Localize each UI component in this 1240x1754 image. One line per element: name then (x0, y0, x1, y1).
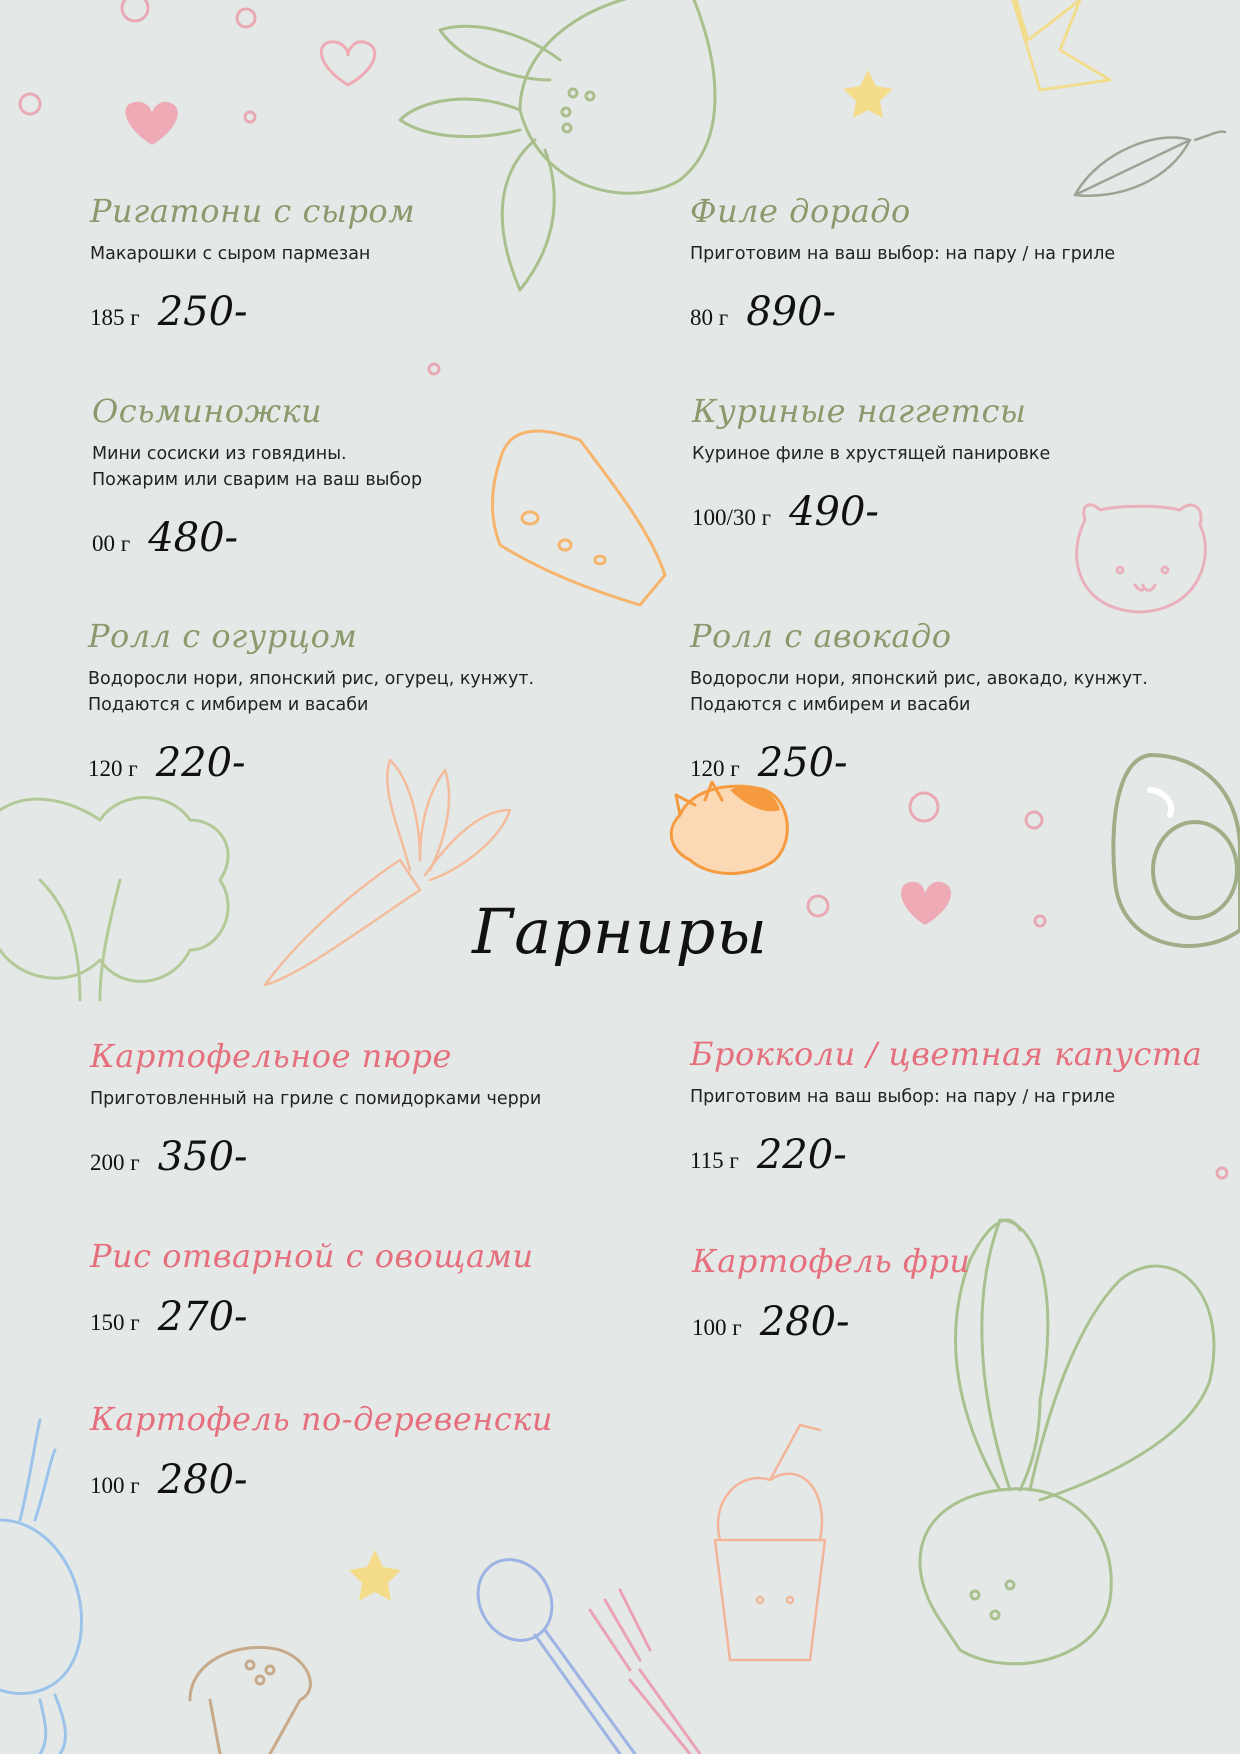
item-price: 490- (789, 489, 879, 535)
price-row (90, 1134, 541, 1180)
item-description: Водоросли нори, японский рис, авокадо, кунжут. Подаются с имбирем и васаби (690, 669, 1148, 715)
leaf-icon (400, 0, 715, 290)
item-price: 250- (757, 740, 848, 786)
menu-item (692, 392, 1051, 535)
price-row (690, 740, 1148, 786)
item-weight: 200 г (90, 1150, 140, 1175)
item-price: 220- (756, 1132, 847, 1178)
star-icon (1010, 0, 1110, 90)
heart-icon (321, 42, 374, 85)
price-row (692, 1299, 971, 1345)
item-title: Картофельное пюре (90, 1037, 452, 1075)
item-title: Филе дорадо (690, 192, 911, 230)
item-description: Куриное филе в хрустящей панировке (692, 444, 1051, 464)
fork-icon (590, 1590, 700, 1754)
price-row (690, 289, 1115, 335)
price-row (92, 515, 422, 561)
item-title: Картофель по-деревенски (90, 1400, 553, 1438)
star-icon (843, 70, 893, 118)
spoon-icon (464, 1546, 635, 1754)
item-price: 480- (148, 515, 239, 561)
cat-face-icon (1077, 505, 1206, 612)
item-price: 270- (157, 1294, 248, 1340)
item-price: 280- (157, 1457, 248, 1503)
item-description: Приготовим на ваш выбор: на пару / на гриле (690, 244, 1116, 264)
menu-item (92, 392, 423, 561)
garnish-item (90, 1037, 542, 1180)
item-price: 220- (155, 740, 246, 786)
item-weight: 120 г (690, 756, 740, 781)
garnish-item (90, 1400, 553, 1503)
item-title: Осьминожки (92, 392, 323, 430)
price-row (88, 740, 534, 786)
menu-item (88, 617, 535, 786)
mushroom-icon (190, 1647, 310, 1754)
item-weight: 00 г (92, 531, 131, 556)
garlic-icon (0, 1420, 82, 1754)
item-title: Ригатони с сыром (90, 192, 416, 230)
garnish-item (692, 1242, 971, 1345)
item-weight: 115 г (690, 1148, 739, 1173)
item-title: Ролл с авокадо (690, 617, 952, 655)
item-description: Макарошки с сыром пармезан (90, 244, 371, 264)
sleeping-cat-icon (671, 782, 787, 874)
dessert-cup-icon (715, 1425, 825, 1660)
menu-item (690, 192, 1116, 335)
item-weight: 150 г (90, 1310, 140, 1335)
item-description: Приготовим на ваш выбор: на пару / на гриле (690, 1087, 1116, 1107)
price-row (690, 1132, 1202, 1178)
item-description: Приготовленный на гриле с помидорками черри (90, 1089, 542, 1109)
garnish-item (90, 1237, 534, 1340)
item-title: Рис отварной с овощами (90, 1237, 534, 1275)
menu-item (690, 617, 1148, 786)
item-title: Ролл с огурцом (88, 617, 358, 655)
item-price: 280- (759, 1299, 850, 1345)
circle-dot-icon (20, 0, 1227, 1178)
item-title: Куриные наггетсы (692, 392, 1027, 430)
price-row (692, 489, 1050, 535)
item-description: Водоросли нори, японский рис, огурец, кунжут. Подаются с имбирем и васаби (88, 669, 535, 715)
menu-item (90, 192, 416, 335)
item-weight: 100 г (90, 1473, 140, 1498)
item-weight: 100/30 г (692, 505, 772, 530)
item-price: 250- (157, 289, 248, 335)
item-title: Брокколи / цветная капуста (690, 1035, 1203, 1073)
item-price: 350- (157, 1134, 248, 1180)
price-row (90, 1294, 534, 1340)
price-row (90, 1457, 553, 1503)
item-price: 890- (746, 289, 837, 335)
item-weight: 185 г (90, 305, 140, 330)
price-row (90, 289, 415, 335)
item-title: Картофель фри (692, 1242, 971, 1280)
item-description: Мини сосиски из говядины. Пожарим или сварим на ваш выбор (92, 444, 423, 490)
leaf-icon (1075, 132, 1225, 196)
star-icon (349, 1550, 401, 1601)
item-weight: 80 г (690, 305, 729, 330)
heart-icon (125, 102, 177, 145)
section-heading: Гарниры (472, 895, 768, 968)
cheese-icon (493, 431, 666, 605)
item-weight: 100 г (692, 1315, 742, 1340)
garnish-item (690, 1035, 1203, 1178)
item-weight: 120 г (88, 756, 138, 781)
